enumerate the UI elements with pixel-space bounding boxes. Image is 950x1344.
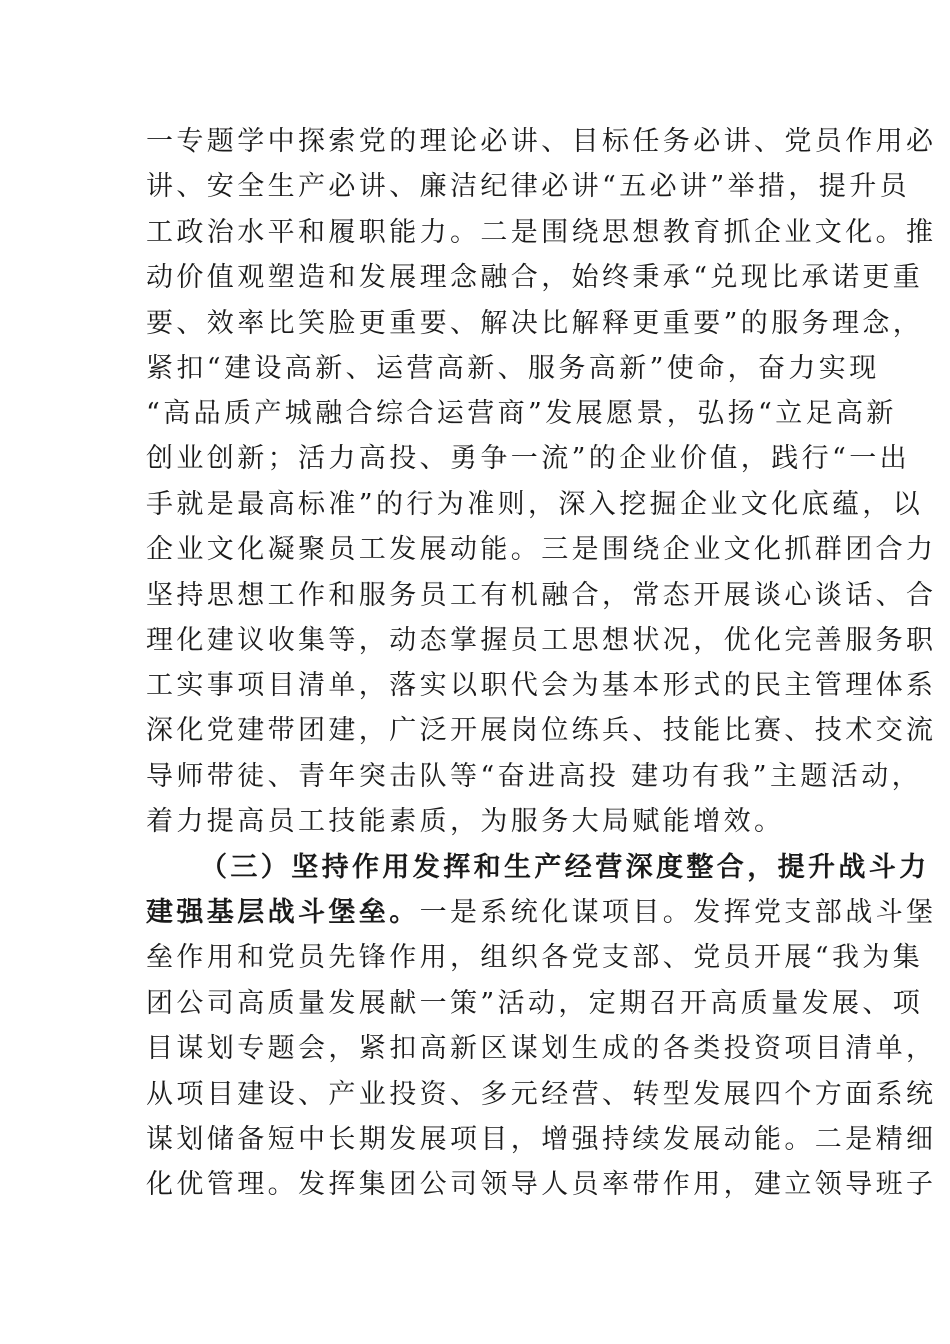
paragraph-line: 企业文化凝聚员工发展动能。三是围绕企业文化抓群团合力	[146, 534, 937, 565]
paragraph-line: 要、效率比笑脸更重要、解决比解释更重要”的服务理念，	[146, 308, 924, 339]
section-heading: （三）坚持作用发挥和生产经营深度整合，提升战斗力	[200, 852, 930, 883]
paragraph-line: 一专题学中探索党的理论必讲、目标任务必讲、党员作用必	[146, 126, 937, 157]
paragraph-line: 目谋划专题会，紧扣高新区谋划生成的各类投资项目清单，	[146, 1033, 937, 1064]
paragraph-line: 讲、安全生产必讲、廉洁纪律必讲“五必讲”举措，提升员	[146, 171, 911, 202]
paragraph-line: 垒作用和党员先锋作用，组织各党支部、党员开展“我为集	[146, 942, 924, 973]
section-heading-continued: 建强基层战斗堡垒。	[146, 897, 420, 928]
paragraph-line: 深化党建带团建，广泛开展岗位练兵、技能比赛、技术交流	[146, 715, 937, 746]
paragraph-line: 导师带徒、青年突击队等“奋进高投 建功有我”主题活动，	[146, 761, 922, 792]
paragraph-line: 工政治水平和履职能力。二是围绕思想教育抓企业文化。推	[146, 217, 937, 248]
paragraph-line: 动价值观塑造和发展理念融合，始终秉承“兑现比承诺更重	[146, 262, 924, 293]
paragraph-line: 谋划储备短中长期发展项目，增强持续发展动能。二是精细	[146, 1124, 937, 1155]
paragraph-line: 紧扣“建设高新、运营高新、服务高新”使命，奋力实现	[146, 353, 880, 384]
paragraph-line: 工实事项目清单，落实以职代会为基本形式的民主管理体系	[146, 670, 937, 701]
paragraph-line: 从项目建设、产业投资、多元经营、转型发展四个方面系统	[146, 1079, 937, 1110]
paragraph-line: 手就是最高标准”的行为准则，深入挖掘企业文化底蕴，以	[146, 489, 924, 520]
paragraph-line: 着力提高员工技能素质，为服务大局赋能增效。	[146, 806, 785, 837]
paragraph-line: 理化建议收集等，动态掌握员工思想状况，优化完善服务职	[146, 625, 937, 656]
paragraph-line: “高品质产城融合综合运营商”发展愿景，弘扬“立足高新	[146, 398, 897, 429]
paragraph-text: 一是系统化谋项目。发挥党支部战斗堡	[419, 897, 937, 928]
paragraph-line: 坚持思想工作和服务员工有机融合，常态开展谈心谈话、合	[146, 580, 937, 611]
paragraph-line: 团公司高质量发展献一策”活动，定期召开高质量发展、项	[146, 988, 924, 1019]
paragraph-line: 化优管理。发挥集团公司领导人员率带作用，建立领导班子	[146, 1169, 937, 1200]
paragraph-line	[146, 893, 937, 933]
paragraph-line: 创业创新；活力高投、勇争一流”的企业价值，践行“一出	[146, 443, 911, 474]
